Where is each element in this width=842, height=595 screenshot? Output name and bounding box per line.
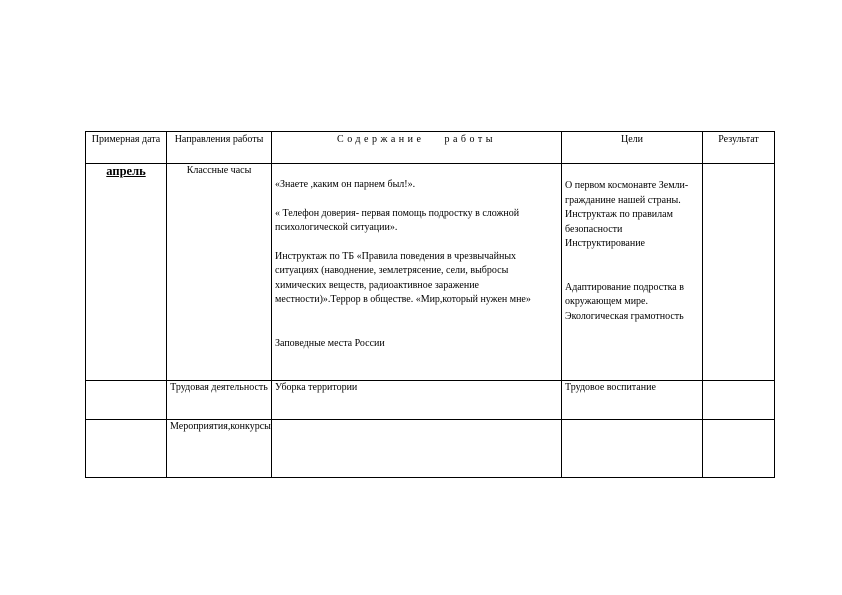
content-item: «Знаете ,каким он парнем был!». bbox=[275, 179, 416, 190]
date-cell bbox=[86, 381, 167, 420]
table-row bbox=[86, 381, 775, 420]
header-content: Содержание работы bbox=[272, 132, 562, 164]
goal-item: О первом космонавте Земли-гражданине нашей страны. bbox=[565, 180, 689, 206]
goal-item: Инструктирование bbox=[565, 238, 645, 249]
content-cell bbox=[272, 381, 562, 420]
content-item: Инструктаж по ТБ «Правила поведения в чрезвычайных ситуациях (наводнение, землетрясение, сели, выбросы химических веществ, радиоактивное заражение местности)».Террор в обществе. «Мир,который нужен мне» bbox=[275, 250, 531, 305]
goal-item: Экологическая грамотность bbox=[565, 310, 684, 322]
goals-cell bbox=[562, 381, 703, 420]
direction-cell bbox=[167, 164, 272, 381]
header-goals: Цели bbox=[562, 132, 703, 164]
content-item: Заповедные места России bbox=[275, 337, 385, 349]
content-item: « Телефон доверия- первая помощь подростку в сложной психологической ситуации». bbox=[275, 207, 520, 233]
table-row bbox=[86, 164, 775, 381]
direction-label: Трудовая деятельность bbox=[170, 382, 268, 393]
table-row bbox=[86, 420, 775, 478]
goal-item: Трудовое воспитание bbox=[565, 382, 656, 393]
work-plan-table bbox=[85, 131, 775, 478]
header-direction: Направления работы bbox=[167, 132, 272, 164]
result-cell bbox=[703, 420, 775, 478]
goals-cell bbox=[562, 420, 703, 478]
result-cell bbox=[703, 381, 775, 420]
table-header-row bbox=[86, 132, 775, 164]
header-date: Примерная дата bbox=[86, 132, 167, 164]
date-cell bbox=[86, 164, 167, 381]
direction-label: Классные часы bbox=[186, 165, 252, 176]
result-cell bbox=[703, 164, 775, 381]
direction-cell bbox=[167, 420, 272, 478]
goal-item: Инструктаж по правилам безопасности bbox=[565, 209, 673, 235]
month-label: апрель bbox=[106, 164, 146, 178]
direction-cell bbox=[167, 381, 272, 420]
header-result: Результат bbox=[703, 132, 775, 164]
goals-cell bbox=[562, 164, 703, 381]
content-cell bbox=[272, 164, 562, 381]
content-cell bbox=[272, 420, 562, 478]
content-item: Уборка территории bbox=[275, 382, 358, 393]
direction-label: Мероприятия,конкурсы bbox=[170, 421, 271, 432]
goal-item: Адаптирование подростка в окружающем мире. bbox=[565, 281, 684, 307]
date-cell bbox=[86, 420, 167, 478]
